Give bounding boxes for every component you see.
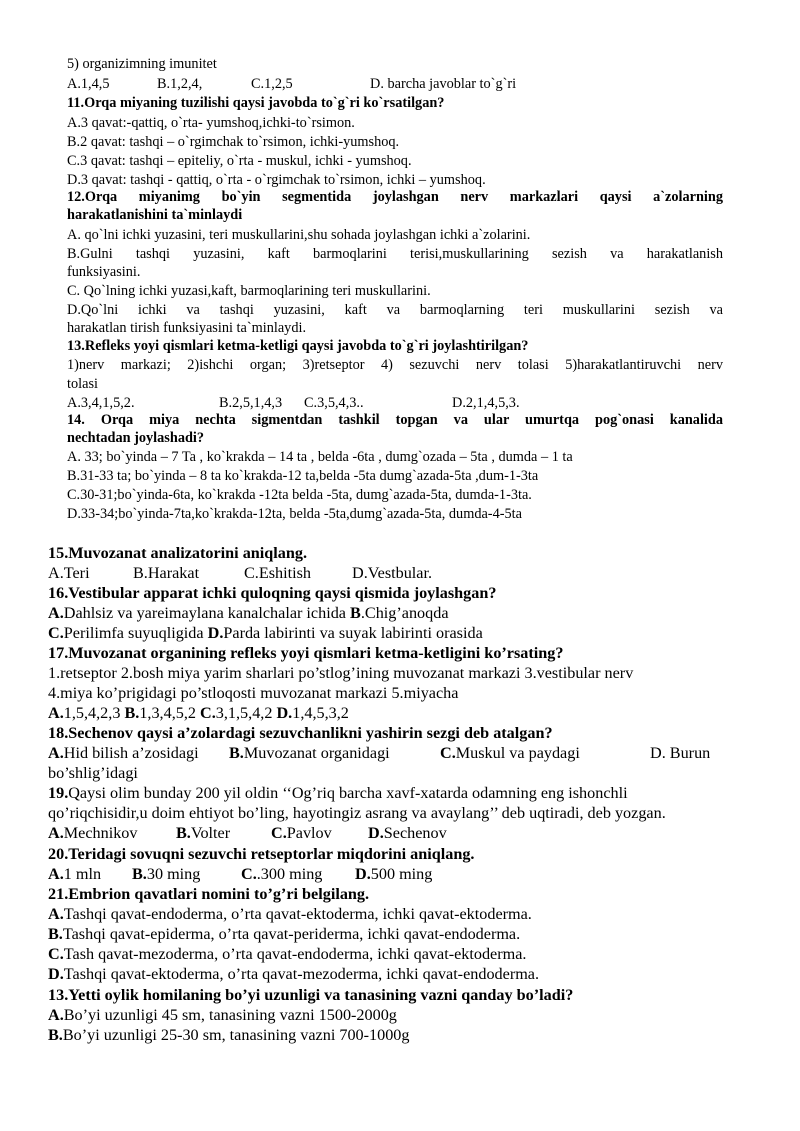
q19-option-a-wrap bbox=[48, 824, 137, 843]
q19-question-line1: Qaysi olim bunday 200 yil oldin ‘‘Og’riq barcha xavf-xatarda odamning eng ishonchli bbox=[68, 784, 628, 802]
q17-option-d: 1,4,5,3,2 bbox=[292, 704, 349, 722]
q17-option-c: 3,1,5,4,2 bbox=[215, 704, 277, 722]
q21-a-letter: A. bbox=[48, 905, 64, 923]
q11-option-a: A.3 qavat:-qattiq, o`rta- yumshoq,ichki-to`rsimon. bbox=[67, 115, 355, 131]
q16-c-letter: C. bbox=[48, 624, 64, 642]
q13-items-line1: 1)nerv markazi; 2)ishchi organ; 3)retseptor 4) sezuvchi nerv tolasi 5)harakatlantiruvchi nerv bbox=[67, 357, 723, 373]
q21-option-b: Tashqi qavat-epiderma, o’rta qavat-periderma, ichki qavat-endoderma. bbox=[62, 925, 521, 943]
q12-option-d-line2: harakatlan tirish funksiyasini ta`minlaydi. bbox=[67, 320, 307, 336]
q17-a-letter: A. bbox=[48, 704, 64, 722]
q20-a-letter: A. bbox=[48, 865, 64, 883]
q21-option-a: Tashqi qavat-endoderma, o’rta qavat-ektoderma, ichki qavat-ektoderma. bbox=[63, 905, 532, 923]
q17-title: 17.Muvozanat organining refleks yoyi qismlari ketma-ketligini ko’rsating? bbox=[48, 644, 564, 662]
q17-options bbox=[48, 704, 349, 723]
q14-option-a: A. 33; bo`yinda – 7 Ta , ko`krakda – 14 ta , belda -6ta , dumg`ozada – 5ta , dumda – 1 ta bbox=[67, 449, 573, 465]
q16-option-c: Perilimfa suyuqligida bbox=[63, 624, 208, 642]
q16-option-a: Dahlsiz va yareimaylana kanalchalar ichida bbox=[63, 604, 351, 622]
q18-title: 18.Sechenov qaysi a’zolardagi sezuvchanlikni yashirin sezgi deb atalgan? bbox=[48, 724, 553, 742]
q21-option-a-wrap bbox=[48, 905, 532, 924]
q20-option-b: 30 ming bbox=[146, 865, 201, 883]
q19-option-a: Mechnikov bbox=[63, 824, 138, 842]
q16-option-b: .Chig’anoqda bbox=[360, 604, 449, 622]
q13-option-a: A.3,4,1,5,2. bbox=[67, 395, 135, 411]
q18-option-b-wrap bbox=[229, 744, 390, 763]
q12-option-b-line1: B.Gulni tashqi yuzasini, kaft barmoqlarini terisi,muskullarining sezish va harakatlanish bbox=[67, 246, 723, 262]
q11-option-c: C.3 qavat: tashqi – epiteliy, o`rta - muskul, ichki - yumshoq. bbox=[67, 153, 412, 169]
q19-option-d: Sechenov bbox=[383, 824, 447, 842]
q12-option-b-line2: funksiyasini. bbox=[67, 264, 141, 280]
q13-items-line2: tolasi bbox=[67, 376, 98, 392]
q10-option-d: D. barcha javoblar to`g`ri bbox=[370, 76, 517, 92]
q18-a-letter: A. bbox=[48, 744, 64, 762]
q15-option-a: A.Teri bbox=[48, 564, 90, 582]
q21-b-letter: B. bbox=[48, 925, 63, 943]
q18-option-a-wrap bbox=[48, 744, 199, 763]
q20-b-letter: B. bbox=[132, 865, 147, 883]
q13-title: 13.Refleks yoyi qismlari ketma-ketligi qaysi javobda to`g`ri joylashtirilgan? bbox=[67, 338, 529, 354]
q11-option-b: B.2 qavat: tashqi – o`rgimchak to`rsimon, ichki-yumshoq. bbox=[67, 134, 400, 150]
q21-c-letter: C. bbox=[48, 945, 64, 963]
q20-option-c: .300 ming bbox=[256, 865, 323, 883]
q11-title: 11.Orqa miyaning tuzilishi qaysi javobda to`g`ri ko`rsatilgan? bbox=[67, 95, 445, 111]
q16-options-line1 bbox=[48, 604, 449, 623]
q13b-option-b-wrap bbox=[48, 1026, 410, 1045]
q19-c-letter: C. bbox=[271, 824, 287, 842]
q10-item-5: 5) organizimning imunitet bbox=[67, 56, 217, 72]
q21-title: 21.Embrion qavatlari nomini to’g’ri belgilang. bbox=[48, 885, 370, 903]
q21-option-c-wrap bbox=[48, 945, 526, 964]
q19-question-line2: qo’riqchisidir,u doim ehtiyot bo’ling, hayotingiz asrang va avaylang’’ deb uqtiradi, deb yozgan. bbox=[48, 804, 666, 822]
q14-option-b: B.31-33 ta; bo`yinda – 8 ta ko`krakda-12 ta,belda -5ta dumg`azada-5ta ,dum-1-3ta bbox=[67, 468, 539, 484]
q18-option-d-line2: bo’shlig’idagi bbox=[48, 764, 138, 782]
q19-number: 19. bbox=[48, 784, 69, 802]
q21-d-letter: D. bbox=[48, 965, 64, 983]
q13b-b-letter: B. bbox=[48, 1026, 63, 1044]
q13b-option-a: Bo’yi uzunligi 45 sm, tanasining vazni 1500-2000g bbox=[63, 1006, 397, 1024]
q19-option-b-wrap bbox=[176, 824, 230, 843]
q17-items-line2: 4.miya ko’prigidagi po’stloqosti muvozanat markazi 5.miyacha bbox=[48, 684, 459, 702]
q13b-a-letter: A. bbox=[48, 1006, 64, 1024]
q17-option-a: 1,5,4,2,3 bbox=[63, 704, 125, 722]
q13b-option-b: Bo’yi uzunligi 25-30 sm, tanasining vazni 700-1000g bbox=[62, 1026, 410, 1044]
q13-option-d: D.2,1,4,5,3. bbox=[452, 395, 520, 411]
q13b-option-a-wrap bbox=[48, 1006, 397, 1025]
q12-option-c: C. Qo`lning ichki yuzasi,kaft, barmoqlarining teri muskullarini. bbox=[67, 283, 431, 299]
q14-title-line2: nechtadan joylashadi? bbox=[67, 430, 205, 446]
q18-option-c-wrap bbox=[440, 744, 580, 763]
q18-b-letter: B. bbox=[229, 744, 244, 762]
q15-title: 15.Muvozanat analizatorini aniqlang. bbox=[48, 544, 308, 562]
q20-d-letter: D. bbox=[355, 865, 371, 883]
q20-option-d-wrap bbox=[355, 865, 432, 884]
q20-title: 20.Teridagi sovuqni sezuvchi retseptorlar miqdorini aniqlang. bbox=[48, 845, 475, 863]
q18-option-a: Hid bilish a’zosidagi bbox=[63, 744, 199, 762]
q14-title-line1: 14. Orqa miya nechta sigmentdan tashkil topgan va ular umurtqa pog`onasi kanalida bbox=[67, 412, 723, 428]
q21-option-d: Tashqi qavat-ektoderma, o’rta qavat-mezoderma, ichki qavat-endoderma. bbox=[63, 965, 540, 983]
q20-option-d: 500 ming bbox=[370, 865, 433, 883]
q10-option-c: C.1,2,5 bbox=[251, 76, 293, 92]
q19-a-letter: A. bbox=[48, 824, 64, 842]
q17-d-letter: D. bbox=[276, 704, 293, 722]
q18-c-letter: C. bbox=[440, 744, 456, 762]
q19-b-letter: B. bbox=[176, 824, 191, 842]
q19-option-c-wrap bbox=[271, 824, 332, 843]
q13-option-b: B.2,5,1,4,3 bbox=[219, 395, 283, 411]
q16-option-d: Parda labirinti va suyak labirinti orasida bbox=[223, 624, 483, 642]
q11-option-d: D.3 qavat: tashqi - qattiq, o`rta - o`rgimchak to`rsimon, ichki – yumshoq. bbox=[67, 172, 486, 188]
q12-option-d-line1: D.Qo`lni ichki va tashqi yuzasini, kaft va barmoqlarning teri muskullarini sezish va bbox=[67, 302, 723, 318]
q20-option-c-wrap bbox=[241, 865, 322, 884]
q14-option-d: D.33-34;bo`yinda-7ta,ko`krakda-12ta, belda -5ta,dumg`azada-5ta, dumda-4-5ta bbox=[67, 506, 522, 522]
q19-option-c: Pavlov bbox=[286, 824, 332, 842]
q18-option-b: Muvozanat organidagi bbox=[243, 744, 390, 762]
q20-option-b-wrap bbox=[132, 865, 200, 884]
q20-option-a-wrap bbox=[48, 865, 101, 884]
q16-options-line2 bbox=[48, 624, 483, 643]
q15-option-d: D.Vestbular. bbox=[352, 564, 433, 582]
q15-option-c: C.Eshitish bbox=[244, 564, 312, 582]
q16-title: 16.Vestibular apparat ichki quloqning qaysi qismida joylashgan? bbox=[48, 584, 497, 602]
q19-option-b: Volter bbox=[190, 824, 231, 842]
q18-option-d: D. Burun bbox=[650, 744, 711, 762]
q12-title-line1: 12.Orqa miyanimg bo`yin segmentida joylashgan nerv markazlari qaysi a`zolarning bbox=[67, 189, 723, 205]
q16-b-letter: B bbox=[350, 604, 361, 622]
q20-c-letter: C. bbox=[241, 865, 257, 883]
q16-d-letter: D. bbox=[207, 624, 224, 642]
q13b-title: 13.Yetti oylik homilaning bo’yi uzunligi va tanasining vazni qanday bo’ladi? bbox=[48, 986, 574, 1004]
q16-a-letter: A. bbox=[48, 604, 64, 622]
q12-option-a: A. qo`lni ichki yuzasini, teri muskullarini,shu sohada joylashgan ichki a`zolarini. bbox=[67, 227, 531, 243]
q21-option-d-wrap bbox=[48, 965, 539, 984]
q18-option-c: Muskul va paydagi bbox=[455, 744, 580, 762]
q10-option-a: A.1,4,5 bbox=[67, 76, 110, 92]
q13-option-c: C.3,5,4,3.. bbox=[304, 395, 364, 411]
q17-c-letter: C. bbox=[200, 704, 216, 722]
q21-option-c: Tash qavat-mezoderma, o’rta qavat-endoderma, ichki qavat-ektoderma. bbox=[63, 945, 527, 963]
q17-option-b: 1,3,4,5,2 bbox=[139, 704, 201, 722]
q19-d-letter: D. bbox=[368, 824, 384, 842]
q12-title-line2: harakatlanishini ta`minlaydi bbox=[67, 207, 243, 223]
q19-line1 bbox=[48, 784, 752, 803]
q19-option-d-wrap bbox=[368, 824, 447, 843]
q10-option-b: B.1,2,4, bbox=[157, 76, 203, 92]
q20-option-a: 1 mln bbox=[63, 865, 102, 883]
q17-items-line1: 1.retseptor 2.bosh miya yarim sharlari po’stlog’ining muvozanat markazi 3.vestibular nerv bbox=[48, 664, 634, 682]
q21-option-b-wrap bbox=[48, 925, 520, 944]
q15-option-b: B.Harakat bbox=[133, 564, 200, 582]
q14-option-c: C.30-31;bo`yinda-6ta, ko`krakda -12ta belda -5ta, dumg`azada-5ta, dumda-1-3ta. bbox=[67, 487, 532, 503]
q17-b-letter: B. bbox=[124, 704, 140, 722]
